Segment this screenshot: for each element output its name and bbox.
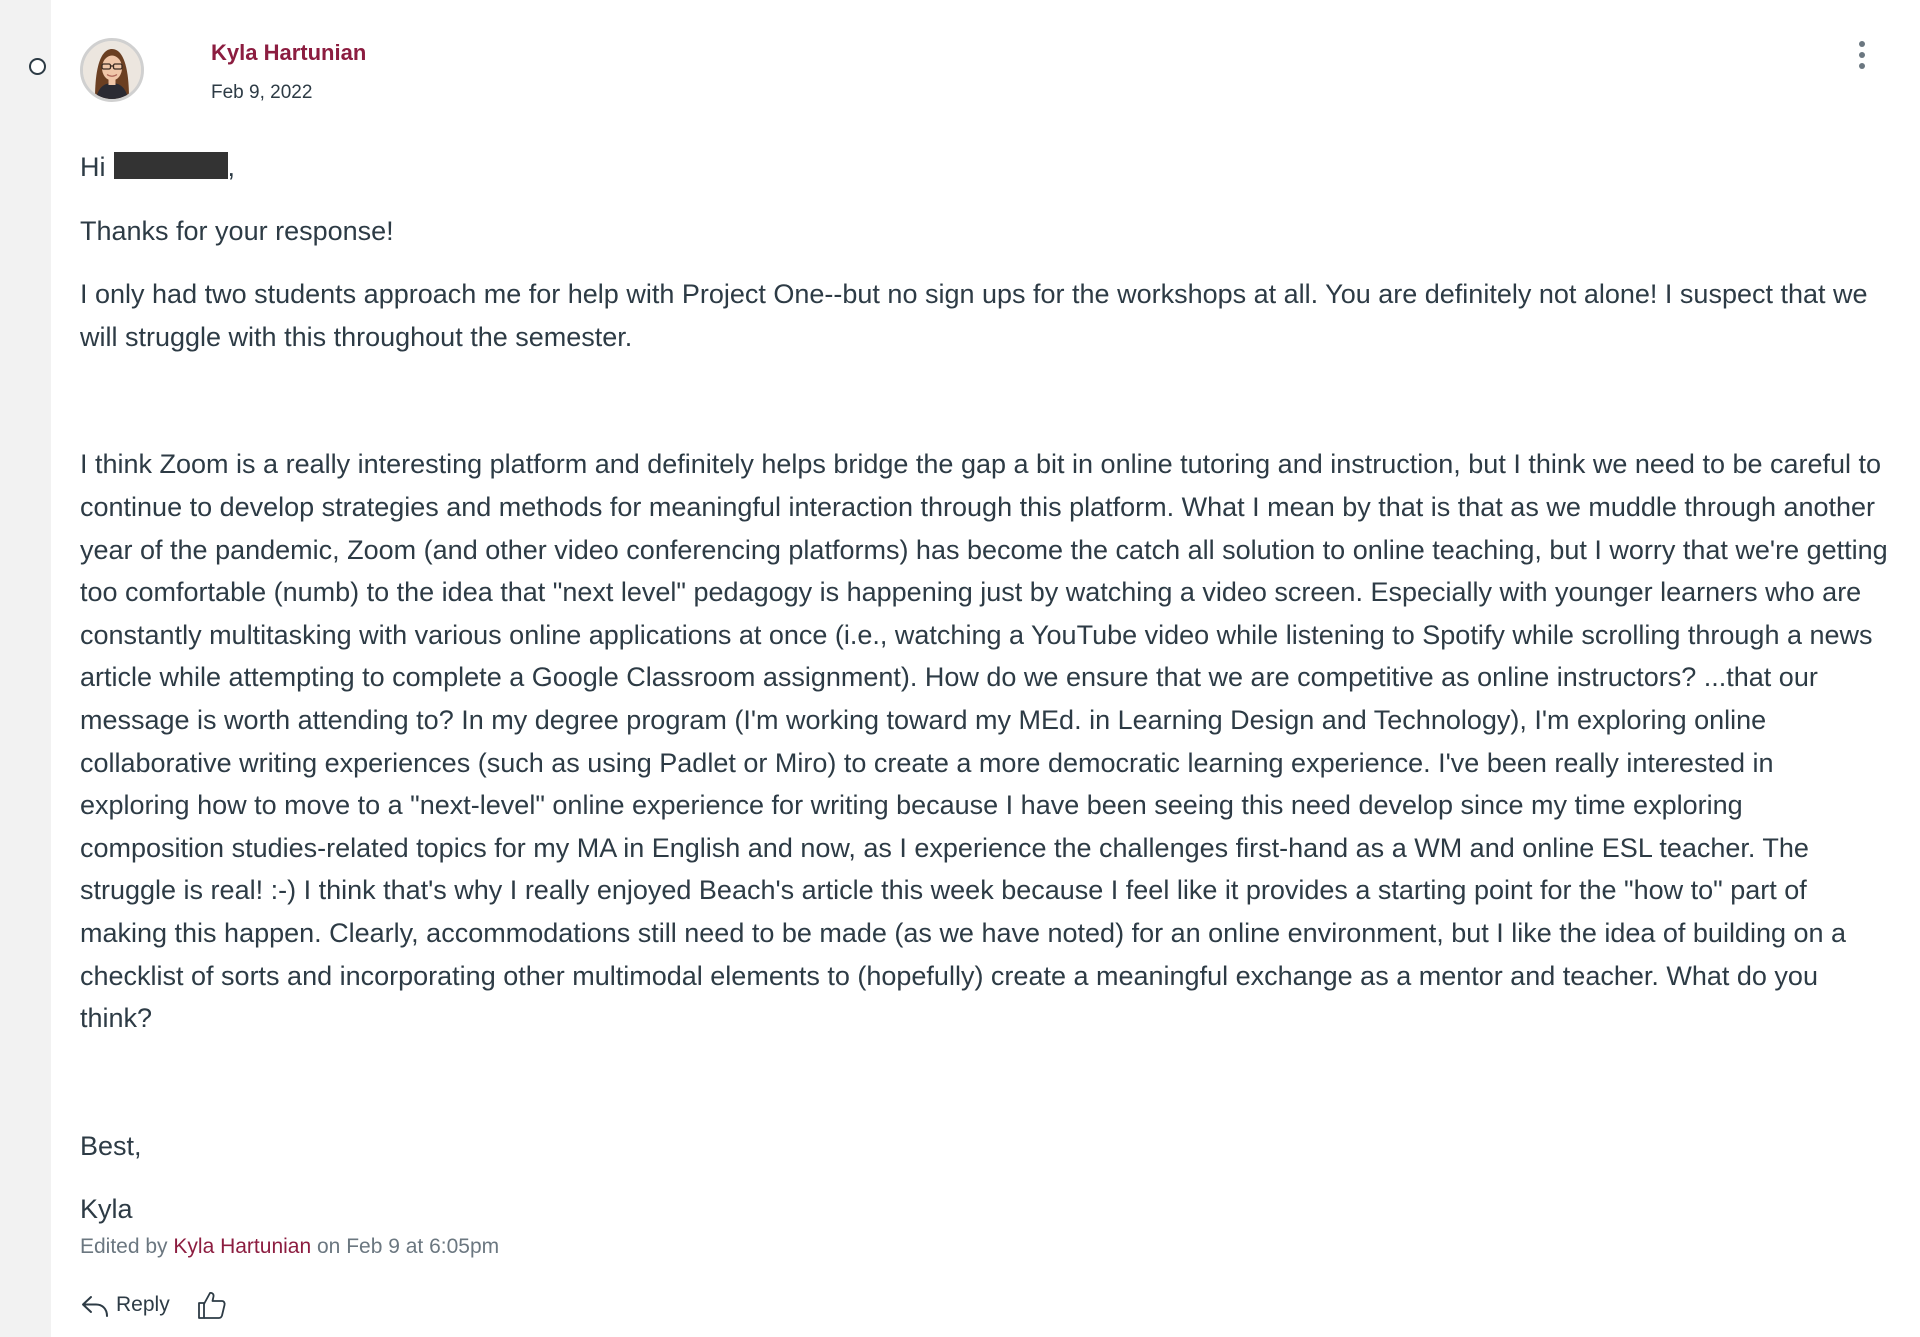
avatar-portrait-icon — [83, 41, 141, 99]
like-button[interactable] — [196, 1289, 228, 1321]
message-paragraph: Thanks for your response! — [80, 215, 394, 246]
edited-prefix: Edited by — [80, 1234, 168, 1258]
message-paragraph: I think Zoom is a really interesting platform and definitely helps bridge the gap a bit in online tutoring and instruction, but I think we need to be careful to continue to develop strategies and methods for meaningful interaction through this platform. What I mean by that is that as we muddle through another year of the pandemic, Zoom (and other video conferencing platforms) has become the catch all solution to online teaching, but I worry that we're getting too comfortable (numb) to the idea that "next level" pedagogy is happening just by watching a video screen. Especially with younger learners who are constantly multitasking with various online applications at once (i.e., watching a YouTube video while listening to Spotify while scrolling through a news article while attempting to complete a Google Classroom assignment). How do we ensure that we are competitive as online instructors? ...that our message is worth attending to? In my degree program (I'm working toward my MEd. in Learning Design and Technology), I'm exploring online collaborative writing experiences (such as using Padlet or Miro) to create a more democratic learning experience. I've been really interested in exploring how to move to a "next-level" online experience for writing because I have been seeing this need develop since my time exploring composition studies-related topics for my MA in English and now, as I experience the challenges first-hand as a WM and online ESL teacher. The struggle is real! :-) I think that's why I really enjoyed Beach's article this week because I feel like it provides a starting point for the "how to" part of making this happen. Clearly, accommodations still need to be made (as we have noted) for an online environment, but I like the idea of building on a checklist of sorts and incorporating other multimodal elements to (hopefully) create a meaningful exchange as a mentor and teacher. What do you think? — [80, 449, 1888, 1034]
post-date: Feb 9, 2022 — [211, 82, 313, 103]
entry-actions — [80, 1285, 1890, 1325]
redacted-name-block — [114, 152, 228, 179]
thumbs-up-icon — [196, 1289, 228, 1321]
signature-line: Kyla — [80, 1194, 133, 1225]
edited-note — [80, 1231, 1890, 1263]
message-paragraph: I only had two students approach me for help with Project One--but no sign ups for the workshops at all. You are definitely not alone! I suspect that we will struggle with this throughout the semester. — [80, 279, 1868, 352]
reply-label: Reply — [116, 1292, 170, 1316]
entry-header — [80, 0, 1890, 130]
closing-line: Best, — [80, 1130, 142, 1161]
edited-suffix: on Feb 9 at 6:05pm — [317, 1234, 500, 1258]
greeting-comma: , — [227, 152, 236, 182]
avatar[interactable] — [80, 38, 144, 102]
discussion-entry — [80, 0, 1890, 1325]
reply-arrow-icon — [80, 1290, 110, 1320]
reply-button[interactable] — [80, 1290, 170, 1320]
greeting-line — [80, 146, 1890, 189]
thread-rail — [0, 0, 51, 1337]
edited-author-link[interactable]: Kyla Hartunian — [173, 1234, 312, 1258]
more-options-icon[interactable] — [1850, 38, 1874, 72]
greeting-text: Hi — [80, 152, 106, 182]
message-body — [80, 146, 1890, 1231]
read-status-toggle[interactable] — [29, 58, 46, 75]
author-name-link[interactable]: Kyla Hartunian — [211, 40, 367, 65]
